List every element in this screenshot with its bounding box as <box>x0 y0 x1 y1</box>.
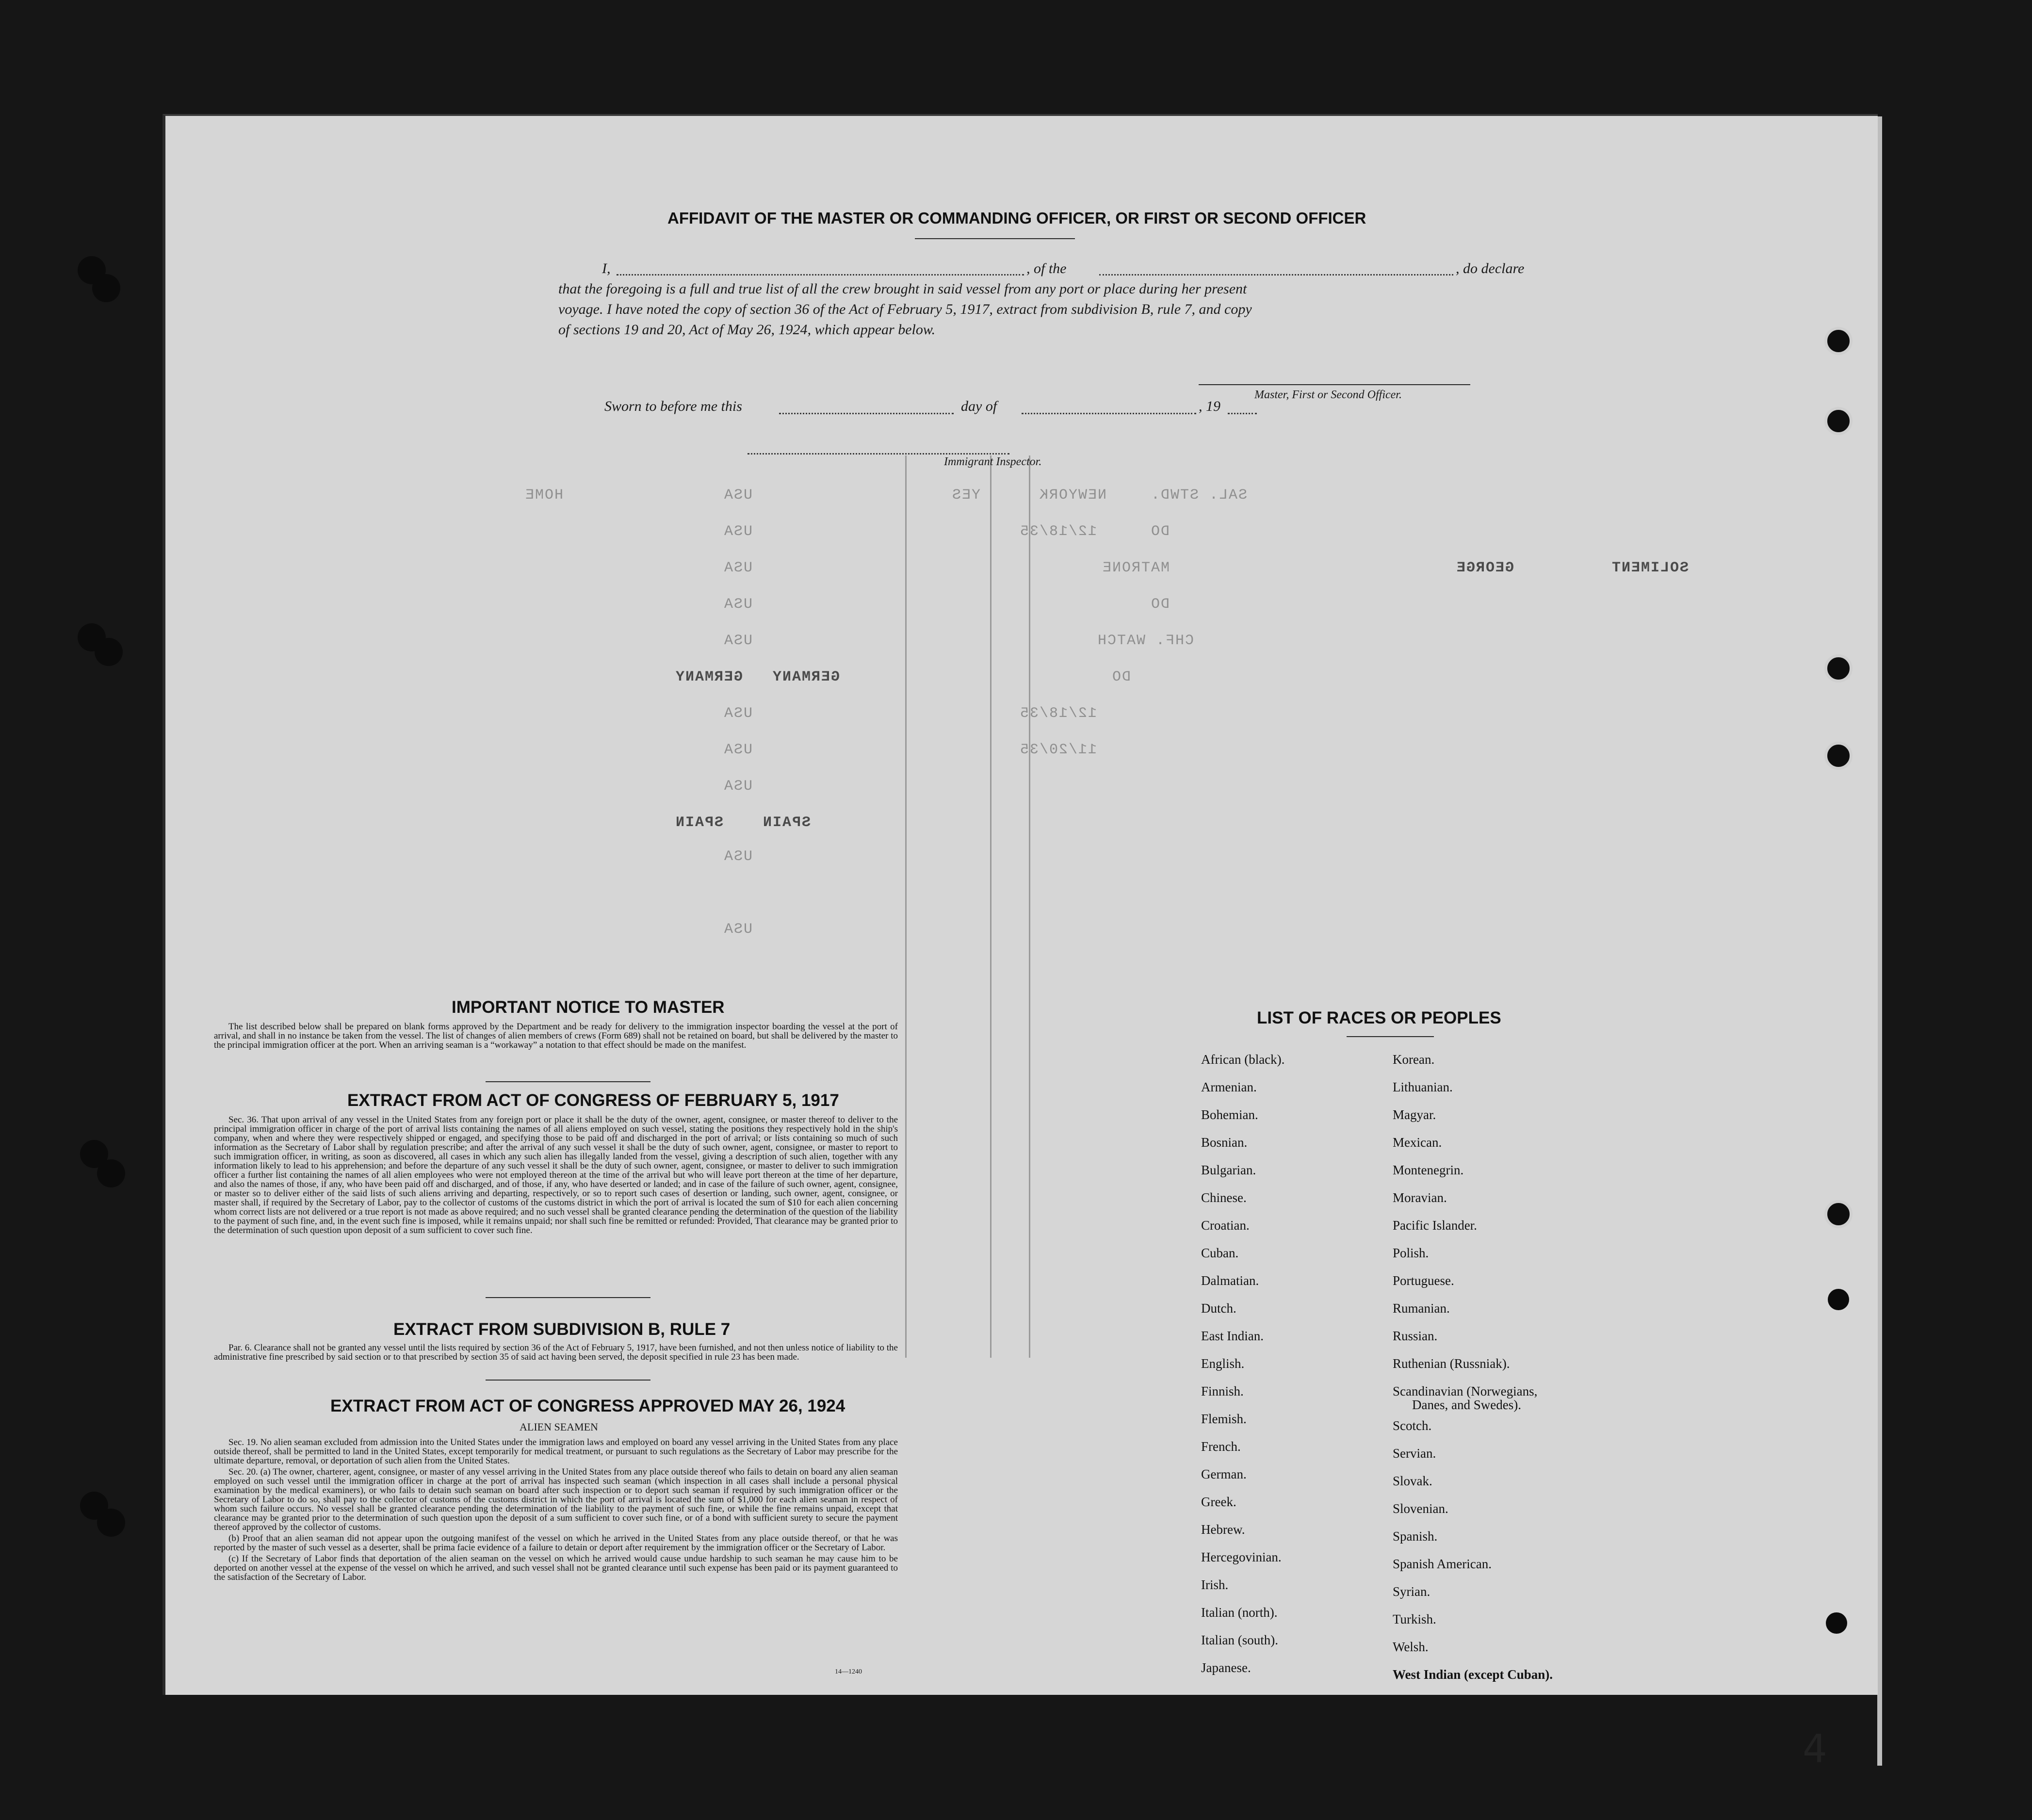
bleedthrough-text: MATRONE <box>1102 560 1170 576</box>
bleedthrough-text: 11/20/35 <box>1019 742 1097 758</box>
race-item: African (black). <box>1201 1052 1285 1067</box>
sec36-paragraph: Sec. 36. That upon arrival of any vessel in the United States from any foreign port or place it shall be the duty of the owner, agent, consignee, or master thereof to deliver to the principal immigration officer in charge of the port of arrival lists containing the names of all aliens employed on such vessel, stating the positions they respectively hold in the ship's company, when and where they were respectively shipped or engaged, and specifying those to be paid off and discharged in the port of arrival; or lists containing so much of such information as the Secretary of Labor shall by regulation prescribe; and after the arrival of any such vessel it shall be the duty of such owner, agent, consignee, or master to report to such immigration officer, in writing, as soon as discovered, all cases in which any such alien has illegally landed from the vessel, giving a description of such alien, together with any information likely to lead to his apprehension; and before the departure of any such vessel it shall be the duty of such owner, agent, consignee, or master to deliver to such immigration officer a further list containing the names of all alien employees who were not employed thereon at the time of the arrival but who will leave port thereon at the time of her departure, and also the names of those, if any, who have been paid off and discharged, and of those, if any, who have deserted or landed; and in case of the failure of such owner, agent, consignee, or master so to deliver either of the said lists of such aliens arriving and departing, respectively, or so to report such cases of desertion or landing, such owner, agent, consignee, or master shall, if required by the Secretary of Labor, pay to the collector of customs of the customs district in which the port of arrival is located the sum of $10 for each alien concerning whom correct lists are not delivered or a true report is not made as above required; and no such vessel shall be granted clearance pending the determination of the question of the liability to the payment of such fine, and, in the event such fine is imposed, while it remains unpaid; nor shall such fine be remitted or refunded: Provided, That clearance may be granted prior to the determination of such question upon deposit of a sum sufficient to cover such fine. <box>214 1115 898 1235</box>
rule7-paragraph: Par. 6. Clearance shall not be granted any vessel until the lists required by section 36 of the Act of February 5, 1917, have been furnished, and not then unless notice of liability to the administrative fine prescribed by said section or to that prescribed by section 35 of said act having been served, the deposit specified in rule 23 has been made. <box>214 1343 898 1362</box>
sec19-paragraph: Sec. 19. No alien seaman excluded from admission into the United States under the immigration laws and employed on board any vessel arriving in the United States from any place outside thereof, shall be permitted to land in the United States, except temporarily for medical treatment, or pursuant to such regulations as the Secretary of Labor may prescribe for the ultimate departure, removal, or deportation of such alien from the United States. <box>214 1437 898 1466</box>
race-item: Armenian. <box>1201 1080 1257 1094</box>
sworn-year: , 19 <box>1199 398 1220 414</box>
races-underline <box>1347 1036 1434 1037</box>
bleedthrough-text: HOME <box>524 487 564 504</box>
bleedthrough-text: DO <box>1111 669 1131 685</box>
notice-title: IMPORTANT NOTICE TO MASTER <box>452 998 725 1017</box>
extract-1924-title: EXTRACT FROM ACT OF CONGRESS APPROVED MAY 26, 1924 <box>330 1397 845 1415</box>
race-item: Welsh. <box>1393 1640 1429 1654</box>
race-item: Italian (south). <box>1201 1633 1278 1647</box>
sec20b-paragraph: (b) Proof that an alien seaman did not appear upon the outgoing manifest of the vessel on which he arrived in the United States from any place outside thereof, or that he was reported by the master of such vessel as a deserter, shall be prima facie evidence of a failure to detain or deport after requirement by the immigration officer or the Secretary of Labor. <box>214 1533 898 1553</box>
bleedthrough-text: DO <box>1150 596 1170 613</box>
section-divider <box>486 1297 650 1298</box>
rule7-title: EXTRACT FROM SUBDIVISION B, RULE 7 <box>393 1320 731 1339</box>
alien-seamen-subtitle: ALIEN SEAMEN <box>520 1421 598 1433</box>
race-item: Croatian. <box>1201 1218 1250 1233</box>
ring-hole-icon <box>1824 327 1853 355</box>
bleedthrough-text: CHF. WATCH <box>1097 633 1194 649</box>
race-item: Slovenian. <box>1393 1501 1448 1516</box>
bleedthrough-text: DO <box>1150 523 1170 540</box>
inspector-signature-line <box>748 453 1009 455</box>
race-item: Finnish. <box>1201 1384 1244 1398</box>
vessel-blank <box>1099 274 1453 276</box>
ring-hole-icon <box>1824 407 1853 435</box>
notice-paragraph: The list described below shall be prepared on blank forms approved by the Department and be ready for delivery to the immigration inspector boarding the vessel at the port of arrival, and shall in no instance be taken from the vessel. The list of changes of alien members of crews (Form 689) shall not be retained on board, but shall be delivered by the master to the principal immigration officer at the port. When an arriving seaman is a “workaway” a notation to that effect should be made on the manifest. <box>214 1022 898 1050</box>
race-item: Polish. <box>1393 1246 1429 1260</box>
race-item: Scandinavian (Norwegians, <box>1393 1384 1538 1398</box>
race-item: Bulgarian. <box>1201 1163 1256 1177</box>
bleedthrough-text: NEWYORK <box>1039 487 1107 504</box>
bleedthrough-text: USA <box>723 560 753 576</box>
bleedthrough-column-line <box>990 455 992 1358</box>
race-item: French. <box>1201 1439 1241 1454</box>
race-item: Hebrew. <box>1201 1522 1245 1537</box>
race-item: Italian (north). <box>1201 1605 1278 1620</box>
race-item: Danes, and Swedes). <box>1412 1398 1521 1412</box>
race-item: Montenegrin. <box>1393 1163 1464 1177</box>
sworn-day-blank <box>779 413 954 414</box>
race-item: Magyar. <box>1393 1107 1436 1122</box>
bleedthrough-text: 12/18/35 <box>1019 523 1097 540</box>
race-item: Portuguese. <box>1393 1273 1454 1288</box>
bleedthrough-text: USA <box>723 487 753 504</box>
race-item: Greek. <box>1201 1495 1236 1509</box>
bleedthrough-column-line <box>1029 455 1030 1358</box>
section-divider <box>486 1380 650 1381</box>
master-label: Master, First or Second Officer. <box>1254 389 1402 401</box>
race-item: West Indian (except Cuban). <box>1393 1667 1553 1682</box>
race-item: Russian. <box>1393 1329 1438 1343</box>
punch-hole-icon <box>97 1509 125 1537</box>
notice-body <box>214 1022 898 1052</box>
form-number: 14—1240 <box>835 1668 862 1675</box>
race-item: Bosnian. <box>1201 1135 1248 1150</box>
affidavit-line1-c: , do declare <box>1456 260 1525 276</box>
race-item: East Indian. <box>1201 1329 1264 1343</box>
race-item: Slovak. <box>1393 1474 1432 1488</box>
bleedthrough-text: USA <box>723 596 753 613</box>
sworn-text: Sworn to before me this <box>604 398 742 414</box>
race-item: Turkish. <box>1393 1612 1436 1626</box>
affidavit-line1-b: , of the <box>1026 260 1067 276</box>
race-item: Dutch. <box>1201 1301 1236 1316</box>
bleedthrough-text: USA <box>723 523 753 540</box>
bleedthrough-column-line <box>905 455 907 1358</box>
bleedthrough-text: USA <box>723 633 753 649</box>
bleedthrough-text: 12/18/35 <box>1019 705 1097 722</box>
bleedthrough-text: SOLIMENT <box>1611 560 1689 576</box>
bleedthrough-text: GERMANY <box>772 669 840 685</box>
bleedthrough-text: GEORGE <box>1456 560 1514 576</box>
affidavit-line2: that the foregoing is a full and true list of all the crew brought in said vessel from any port or place during her present <box>558 281 1247 297</box>
race-item: Rumanian. <box>1393 1301 1450 1316</box>
sworn-year-blank <box>1228 413 1257 414</box>
race-item: Bohemian. <box>1201 1107 1258 1122</box>
sworn-month-blank <box>1022 413 1196 414</box>
inspector-label: Immigrant Inspector. <box>944 455 1042 468</box>
race-item: English. <box>1201 1356 1245 1371</box>
document-page <box>163 114 1878 1771</box>
bleedthrough-text: SPAIN <box>762 814 811 831</box>
race-item: Spanish American. <box>1393 1557 1492 1571</box>
ring-hole-icon <box>1824 1200 1853 1228</box>
extract-1917-body <box>214 1115 898 1237</box>
punch-hole-icon <box>97 1159 125 1187</box>
bleedthrough-text: SPAIN <box>675 814 724 831</box>
bleedthrough-text: USA <box>723 921 753 938</box>
section-divider <box>486 1081 650 1082</box>
underlying-page-edge <box>1877 116 1882 1766</box>
race-item: Cuban. <box>1201 1246 1239 1260</box>
race-item: Korean. <box>1393 1052 1435 1067</box>
race-item: Lithuanian. <box>1393 1080 1453 1094</box>
bleedthrough-text: YES <box>951 487 981 504</box>
race-item: Dalmatian. <box>1201 1273 1259 1288</box>
race-item: Japanese. <box>1201 1660 1251 1675</box>
bleedthrough-text: GERMANY <box>675 669 743 685</box>
race-item: Pacific Islander. <box>1393 1218 1477 1233</box>
races-title: LIST OF RACES OR PEOPLES <box>1257 1008 1501 1027</box>
race-item: Scotch. <box>1393 1418 1432 1433</box>
ring-hole-icon <box>1824 654 1853 682</box>
extract-1924-body <box>214 1438 898 1584</box>
race-item: Flemish. <box>1201 1412 1247 1426</box>
bleedthrough-text: USA <box>723 742 753 758</box>
race-item: Servian. <box>1393 1446 1436 1461</box>
race-item: German. <box>1201 1467 1247 1481</box>
race-item: Mexican. <box>1393 1135 1442 1150</box>
handwritten-page-mark: 4 <box>1803 1726 1827 1771</box>
bleedthrough-text: USA <box>723 848 753 865</box>
race-item: Irish. <box>1201 1577 1229 1592</box>
affidavit-line4: of sections 19 and 20, Act of May 26, 1924, which appear below. <box>558 322 936 338</box>
affidavit-line1-a: I, <box>602 260 611 276</box>
sec20c-paragraph: (c) If the Secretary of Labor finds that deportation of the alien seaman on the vessel on which he arrived would cause undue hardship to such seaman he may cause him to be deported on another vessel at the expense of the vessel on which he arrived, and such vessel shall not be granted clearance until such expense has been paid or its payment guaranteed to the satisfaction of the Secretary of Labor. <box>214 1554 898 1582</box>
race-item: Syrian. <box>1393 1584 1431 1599</box>
affidavit-line3: voyage. I have noted the copy of section 36 of the Act of February 5, 1917, extract from subdivision B, rule 7, and copy <box>558 301 1252 317</box>
master-signature-line <box>1199 384 1470 385</box>
rule7-body <box>214 1343 898 1364</box>
race-item: Spanish. <box>1393 1529 1438 1544</box>
race-item: Moravian. <box>1393 1190 1447 1205</box>
affidavit-title: AFFIDAVIT OF THE MASTER OR COMMANDING OFFICER, OR FIRST OR SECOND OFFICER <box>667 209 1366 227</box>
race-item: Hercegovinian. <box>1201 1550 1282 1564</box>
bleedthrough-text: USA <box>723 778 753 795</box>
punch-hole-icon <box>95 638 123 666</box>
ring-hole-icon <box>1824 742 1853 770</box>
sworn-day-of: day of <box>961 398 997 414</box>
punch-hole-icon <box>1828 1289 1849 1310</box>
bleedthrough-text: SAL. STWD. <box>1150 487 1248 504</box>
name-blank <box>617 274 1024 276</box>
punch-hole-icon <box>1826 1612 1847 1634</box>
sec20a-paragraph: Sec. 20. (a) The owner, charterer, agent, consignee, or master of any vessel arriving in the United States from any place outside thereof who fails to detain on board any alien seaman employed on such vessel until the immigration officer in charge at the port of arrival has inspected such seaman (which inspection in all cases shall include a personal physical examination by the medical examiners), or who fails to detain such seaman on board after such inspection or to deport such seaman if required by such immigration officer or the Secretary of Labor to do so, shall pay to the collector of customs of the customs district in which the port of arrival is located the sum of $1,000 for each alien seaman in respect of whom such failure occurs. No vessel shall be granted clearance pending the determination of the liability to the payment of such fine, or while the fine remains unpaid, except that clearance may be granted prior to the determination of such question upon the deposit of a sum sufficient to cover such fine, or of a bond with sufficient surety to secure the payment thereof approved by the collector of customs. <box>214 1467 898 1532</box>
bleedthrough-text: USA <box>723 705 753 722</box>
extract-1917-title: EXTRACT FROM ACT OF CONGRESS OF FEBRUARY 5, 1917 <box>347 1091 839 1110</box>
title-underline <box>915 238 1075 239</box>
race-item: Chinese. <box>1201 1190 1247 1205</box>
punch-hole-icon <box>92 274 120 302</box>
race-item: Ruthenian (Russniak). <box>1393 1356 1510 1371</box>
